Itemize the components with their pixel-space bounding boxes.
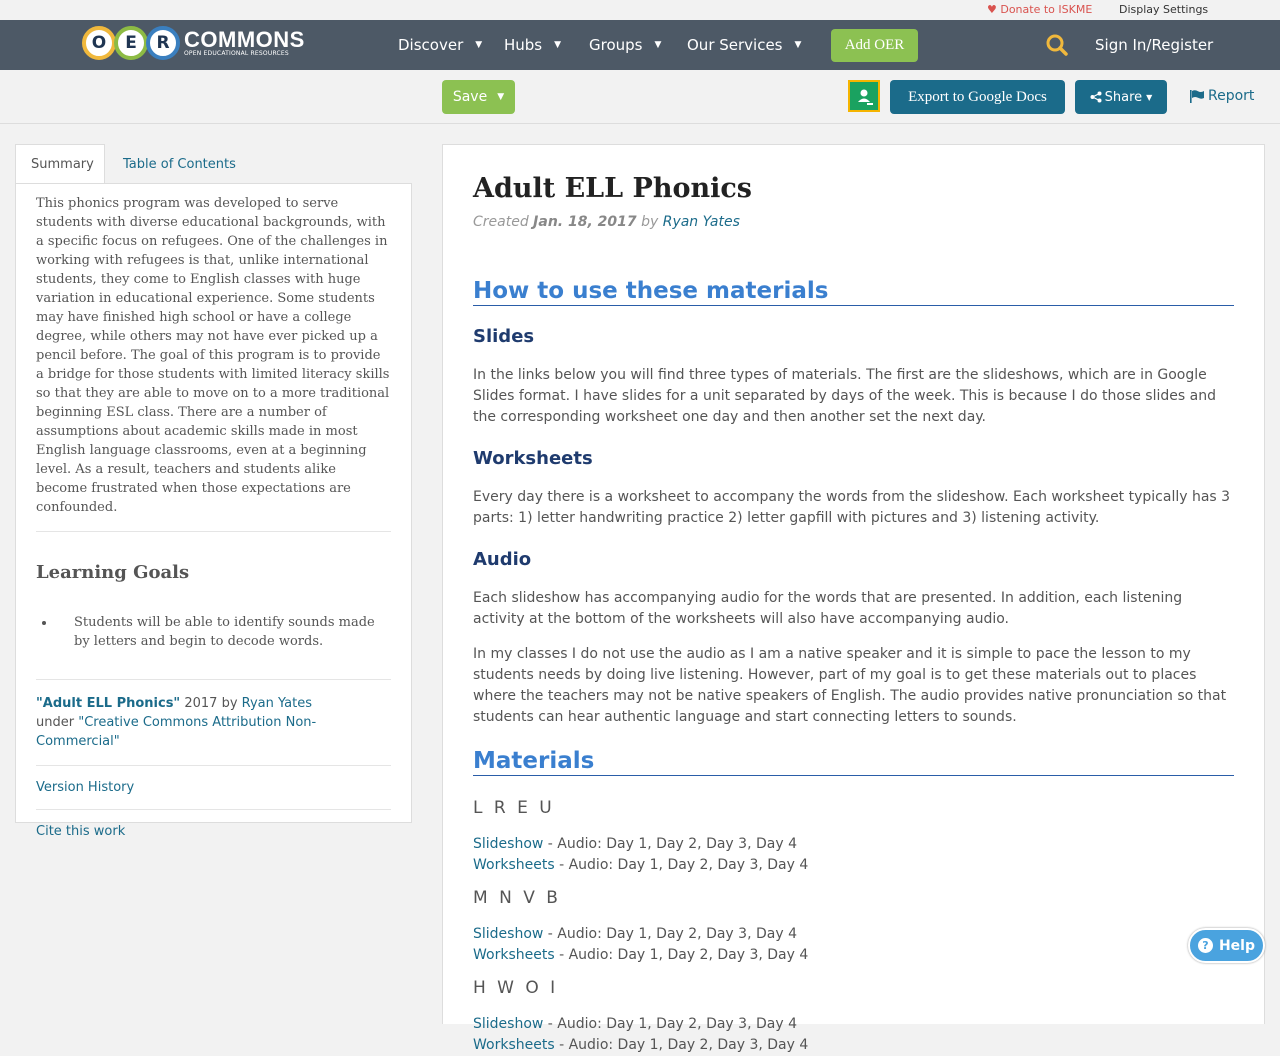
audio-heading: Audio	[473, 549, 532, 570]
tab-table-of-contents[interactable]: Table of Contents	[123, 156, 236, 172]
save-button[interactable]	[442, 80, 515, 114]
resource-title: Adult ELL Phonics	[473, 173, 753, 204]
report-label[interactable]: Report	[1208, 88, 1255, 104]
summary-panel	[15, 183, 412, 839]
nav-discover[interactable]	[398, 36, 482, 54]
slides-paragraph: In the links below you will find three types of materials. The first are the slideshows, which are in Google Slides format. I have slides for a unit separated by days of the week. This is because I do those slides and the corresponding worksheet one day and then another set the next day.	[473, 367, 1216, 425]
share-icon	[1090, 91, 1102, 103]
material-set	[473, 834, 1234, 876]
license-link[interactable]: "Creative Commons Attribution Non-Commercial"	[36, 715, 317, 749]
slideshow-line	[473, 1014, 1234, 1035]
logo-wordmark	[184, 29, 305, 57]
sign-in-register-link[interactable]: Sign In/Register	[1095, 36, 1214, 54]
attribution-title-link[interactable]: "Adult ELL Phonics"	[36, 696, 181, 711]
worksheets-audio: - Audio: Day 1, Day 2, Day 3, Day 4	[554, 1037, 809, 1053]
share-button[interactable]	[1075, 80, 1167, 114]
audio-paragraph: Each slideshow has accompanying audio for the words that are presented. In addition, each listening activity at the bottom of the worksheets will also have accompanying audio.	[473, 590, 1183, 627]
question-icon: ?	[1198, 938, 1213, 953]
logo-letter-o: O	[82, 26, 116, 60]
nav-discover-label[interactable]: Discover	[398, 36, 464, 54]
report-link[interactable]	[1190, 88, 1254, 104]
search-icon[interactable]	[1046, 34, 1068, 56]
tab-summary[interactable]: Summary	[15, 144, 105, 184]
attribution-year: 2017 by	[180, 696, 242, 711]
slideshow-line	[473, 834, 1234, 855]
created-line	[473, 214, 1234, 230]
display-settings-link[interactable]: Display Settings	[1119, 3, 1209, 16]
resource-header	[442, 144, 1265, 263]
flag-icon	[1190, 90, 1204, 103]
divider	[36, 765, 391, 766]
nav-groups-label[interactable]: Groups	[589, 36, 643, 54]
export-google-docs-button[interactable]: Export to Google Docs	[890, 80, 1065, 114]
worksheets-paragraph: Every day there is a worksheet to accompany the words from the slideshow. Each worksheet typically has 3 parts: 1) letter handwriting practice 2) letter gapfill with pictures and 3) listening activity.	[473, 489, 1231, 526]
version-history-link[interactable]: Version History	[36, 780, 135, 795]
created-label: Created	[473, 214, 534, 230]
worksheets-audio: - Audio: Day 1, Day 2, Day 3, Day 4	[554, 947, 809, 963]
created-date: Jan. 18, 2017	[533, 214, 637, 230]
slideshow-link[interactable]: Slideshow	[473, 1016, 544, 1032]
letter-set-heading: L R E U	[473, 798, 555, 818]
attribution-under: under	[36, 715, 79, 730]
google-classroom-icon[interactable]	[848, 80, 880, 112]
chevron-down-icon: ▼	[794, 40, 802, 50]
learning-goal-item: • Students will be able to identify sounds made by letters and begin to decode words.	[56, 613, 391, 651]
worksheets-heading: Worksheets	[473, 448, 593, 469]
resource-toolbar	[0, 70, 1280, 124]
nav-hubs-label[interactable]: Hubs	[504, 36, 543, 54]
add-oer-button[interactable]: Add OER	[831, 29, 918, 62]
divider	[36, 679, 391, 680]
worksheets-line	[473, 945, 1234, 966]
letter-set-heading: M N V B	[473, 888, 561, 908]
attribution-author-link[interactable]: Ryan Yates	[241, 696, 312, 711]
nav-our-services[interactable]	[687, 36, 801, 54]
save-label[interactable]: Save	[452, 89, 488, 105]
donate-label[interactable]: Donate to ISKME	[1000, 3, 1093, 16]
nav-groups[interactable]	[589, 36, 661, 54]
chevron-down-icon: ▼	[475, 40, 483, 50]
chevron-down-icon: ▼	[654, 40, 662, 50]
summary-text: This phonics program was developed to serve students with diverse educational backgrounds, with a specific focus on refugees. One of the challenges in working with refugees is that, unlike international students, they come to English classes with huge variation in educational experience. Some students may have finished high school or have a college degree, while others may not have ever picked up a pencil before. The goal of this program is to provide a bridge for those students with limited literacy skills so that they are able to move on to a more traditional beginning ESL class. There are a number of assumptions about academic skills made in most English language classrooms, even at a beginning level. As a result, teachers and students alike become frustrated when those expectations are confounded.	[36, 196, 390, 515]
help-label[interactable]: Help	[1218, 937, 1256, 954]
logo-letter-r: R	[146, 26, 180, 60]
cite-work-link[interactable]: Cite this work	[36, 824, 126, 839]
slideshow-audio: - Audio: Day 1, Day 2, Day 3, Day 4	[543, 836, 797, 852]
divider	[36, 809, 391, 810]
material-set	[473, 924, 1234, 966]
learning-goals-title: Learning Goals	[36, 562, 190, 583]
classroom-person-icon	[850, 82, 878, 110]
materials-heading: Materials	[473, 748, 1234, 776]
letter-set-heading: H W O I	[473, 978, 559, 998]
worksheets-line	[473, 855, 1234, 876]
audio-paragraph: In my classes I do not use the audio as I am a native speaker and it is simple to pace the lesson to my students needs by doing live listening. However, part of my goal is to get these materials out to places where the teachers may not be native speakers of English. The audio provides native pronunciation so that students can hear authentic language and start connecting letters to sounds.	[473, 646, 1227, 725]
slideshow-audio: - Audio: Day 1, Day 2, Day 3, Day 4	[543, 1016, 797, 1032]
worksheets-link[interactable]: Worksheets	[473, 1037, 555, 1053]
how-to-use-heading: How to use these materials	[473, 278, 1234, 306]
chevron-down-icon: ▼	[554, 40, 562, 50]
worksheets-line	[473, 1035, 1234, 1056]
nav-hubs[interactable]	[504, 36, 561, 54]
logo-tagline: OPEN EDUCATIONAL RESOURCES	[184, 50, 289, 57]
logo-word: COMMONS	[184, 27, 305, 52]
worksheets-link[interactable]: Worksheets	[473, 947, 555, 963]
share-label[interactable]: Share	[1104, 89, 1143, 105]
slides-heading: Slides	[473, 326, 535, 347]
attribution	[36, 694, 391, 751]
logo-letter-e: E	[114, 26, 148, 60]
caret-down-icon: ▼	[497, 92, 505, 102]
resource-content	[442, 262, 1265, 1053]
material-set	[473, 1014, 1234, 1056]
created-by: by	[636, 214, 663, 230]
caret-down-icon: ▼	[1146, 92, 1153, 102]
slideshow-audio: - Audio: Day 1, Day 2, Day 3, Day 4	[543, 926, 797, 942]
slideshow-line	[473, 924, 1234, 945]
worksheets-link[interactable]: Worksheets	[473, 857, 555, 873]
oer-commons-logo[interactable]	[82, 25, 305, 61]
donate-link[interactable]: ♥ Donate to ISKME	[987, 3, 1093, 16]
author-link[interactable]: Ryan Yates	[662, 214, 740, 230]
utility-bar	[0, 0, 1280, 20]
main-navbar	[0, 20, 1280, 70]
nav-our-services-label[interactable]: Our Services	[687, 36, 783, 54]
summary-tabs	[15, 144, 412, 184]
divider	[36, 531, 391, 532]
worksheets-audio: - Audio: Day 1, Day 2, Day 3, Day 4	[554, 857, 809, 873]
help-button[interactable]	[1188, 928, 1265, 963]
slideshow-link[interactable]: Slideshow	[473, 926, 544, 942]
slideshow-link[interactable]: Slideshow	[473, 836, 544, 852]
